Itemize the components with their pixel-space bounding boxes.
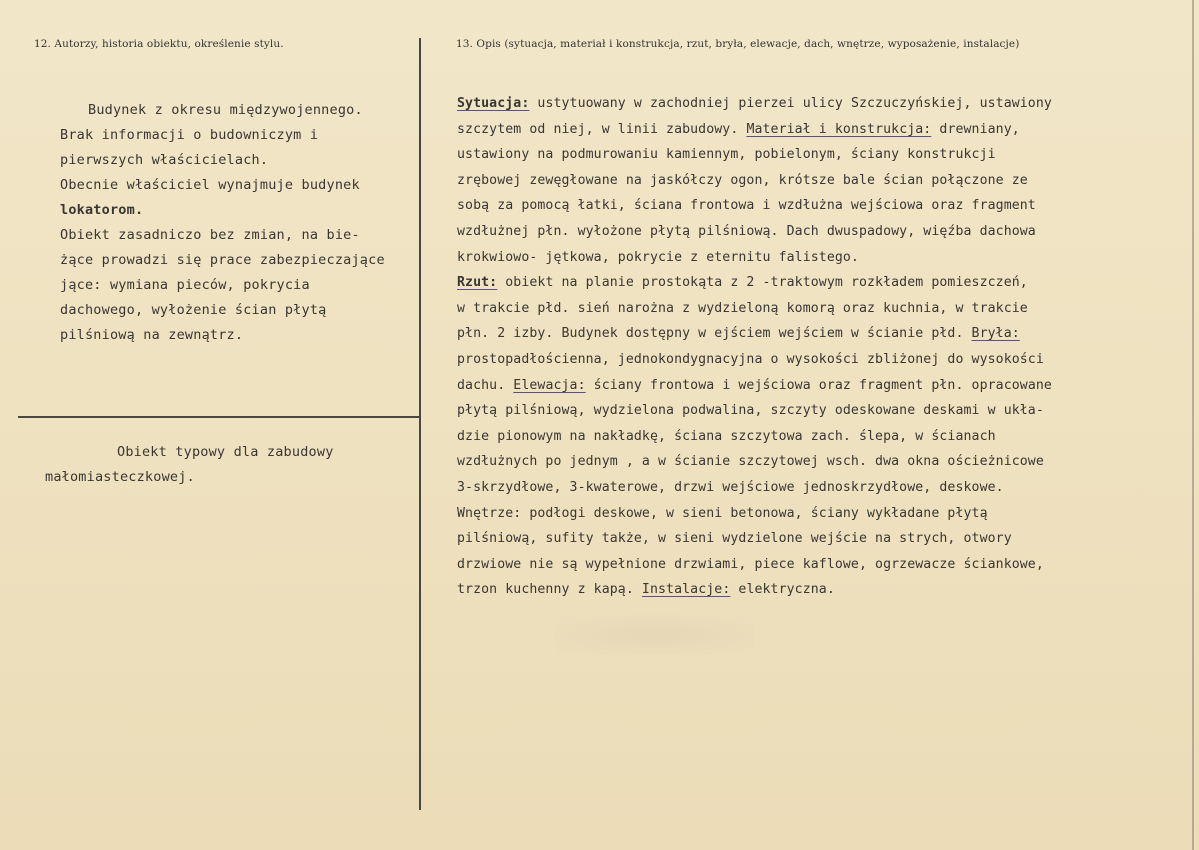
description-line [457,398,1052,424]
description-line [457,373,1052,399]
description-text-run: obiekt na planie prostokąta z 2 -traktowym rozkładem pomieszczeń, [497,275,1028,291]
history-line: lokatorom. [60,202,144,218]
description-text-run: w trakcie płd. sień narożna z wydzieloną komorą oraz kuchnia, w trakcie [457,300,1028,316]
description-text-run: elektryczna. [730,582,835,598]
description-line [457,168,1052,194]
description-text-run: dzie pionowym na nakładkę, ściana szczytowa zach. ślepa, w ścianach [457,428,996,444]
history-line: Obecnie właściciel wynajmuje budynek [60,177,360,193]
history-text [60,98,385,348]
description-text-run: prostopadłościenna, jednokondygnacyjna o wysokości zbliżonej do wysokości [457,351,1044,367]
history-line: żące prowadzi się prace zabezpieczające [60,252,385,268]
history-line: dachowego, wyłożenie ścian płytą [60,302,327,318]
description-line [457,321,1052,347]
history-line: pierwszych właścicielach. [60,152,269,168]
description-line [457,449,1052,475]
style-line: małomiasteczkowej. [45,469,195,485]
history-line: jące: wymiana pieców, pokrycia [60,277,310,293]
description-text-run: ustawiony na podmurowaniu kamiennym, pobielonym, ściany konstrukcji [457,147,996,163]
description-text-run: ustytuowany w zachodniej pierzei ulicy Szczuczyńskiej, ustawiony [529,96,1052,111]
description-text-run: 3-skrzydłowe, 3-kwaterowe, drzwi wejściowe jednoskrzydłowe, deskowe. [457,479,1004,495]
description-line [457,219,1052,245]
description-text-run: dachu. [457,377,514,393]
description-line [457,245,1052,271]
description-line [457,91,1052,117]
description-line [457,270,1052,296]
description-text-run: sobą za pomocą łatki, ściana frontowa i wzdłużna wejściowa oraz fragment [457,198,1036,214]
section-keyword: Rzut: [457,275,498,291]
description-text-run: krokwiowo- jętkowa, pokrycie z eternitu falistego. [457,249,859,265]
description-line [457,142,1052,168]
section-13-header: 13. Opis (sytuacja, materiał i konstrukcja, rzut, bryła, elewacje, dach, wnętrze, wyposażenie, instalacje) [456,38,1020,50]
description-line [457,526,1052,552]
right-edge-line [1192,0,1194,850]
left-section-divider [18,416,420,418]
section-keyword: Bryła: [971,326,1020,342]
history-line: Budynek z okresu międzywojennego. [88,102,363,118]
description-text-run: ściany frontowa i wejściowa oraz fragment płn. opracowane [585,377,1052,393]
description-text-run: wzdłużnej płn. wyłożone płytą pilśniową. Dach dwuspadowy, więźba dachowa [457,223,1036,239]
description-text-run: pilśniową, sufity także, w sieni wydzielone wejście na strych, otwory [457,531,1012,547]
description-line [457,117,1052,143]
description-text-run: drewniany, [931,121,1020,137]
history-line: pilśniową na zewnątrz. [60,327,244,343]
description-text-run: Wnętrze: podłogi deskowe, w sieni betonowa, ściany wykładane płytą [457,505,988,521]
description-text-run: drzwiowe nie są wypełnione drzwiami, piece kaflowe, ogrzewacze ściankowe, [457,556,1044,572]
description-text-run: płytą pilśniową, wydzielona podwalina, szczyty odeskowane deskami w ukła- [457,403,1044,419]
description-line [457,347,1052,373]
section-keyword: Elewacja: [513,377,586,393]
description-text-run: szczytem od niej, w linii zabudowy. [457,121,747,137]
description-text-run: trzon kuchenny z kapą. [457,582,642,598]
section-keyword: Sytuacja: [457,96,530,111]
paper-smudge [555,615,755,655]
section-keyword: Materiał i konstrukcja: [746,121,932,137]
column-divider [419,38,421,810]
style-text [45,440,334,490]
section-keyword: Instalacje: [641,582,731,598]
history-line: Obiekt zasadniczo bez zmian, na bie- [60,227,360,243]
description-text-run: zrębowej zewęgłowane na jaskółczy ogon, krótsze bale ścian połączone ze [457,172,1028,188]
style-line: Obiekt typowy dla zabudowy [117,444,334,460]
description-line [457,552,1052,578]
description-text [457,91,1052,603]
description-text-run: wzdłużnych po jednym , a w ścianie szczytowej wsch. dwa okna ościeżnicowe [457,454,1044,470]
description-line [457,475,1052,501]
description-text-run: płn. 2 izby. Budynek dostępny w ejściem wejściem w ścianie płd. [457,326,972,342]
history-line: Brak informacji o budowniczym i [60,127,319,143]
description-line [457,501,1052,527]
section-12-header: 12. Autorzy, historia obiektu, określenie stylu. [34,38,284,50]
description-line [457,424,1052,450]
description-line [457,296,1052,322]
description-line [457,577,1052,603]
description-line [457,193,1052,219]
